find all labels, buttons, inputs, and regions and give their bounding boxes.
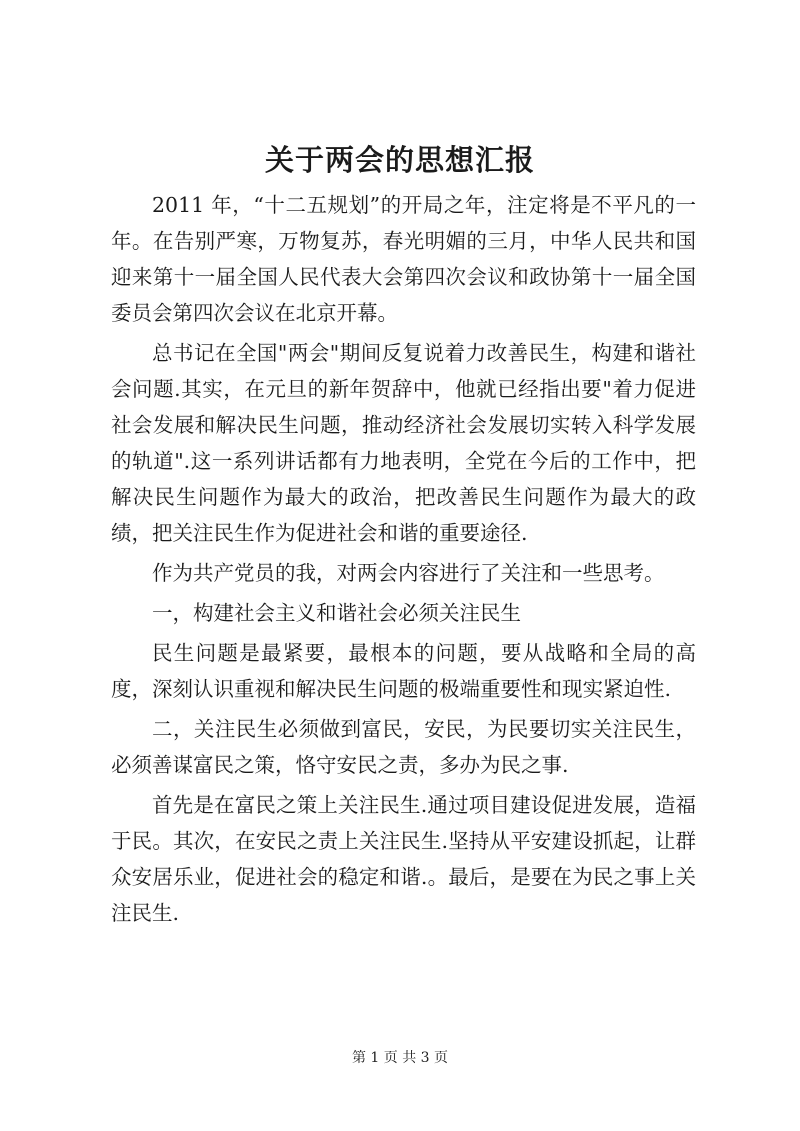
paragraph: 总书记在全国"两会"期间反复说着力改善民生，构建和谐社会问题.其实，在元旦的新年贺辞中，他就已经指出要"着力促进社会发展和解决民生问题，推动经济社会发展切实转入科学发展的轨道".这一系列讲话都有力地表明，全党在今后的工作中，把解决民生问题作为最大的政治，把改善民生问题作为最大的政绩，把关注民生作为促进社会和谐的重要途径.	[111, 341, 696, 545]
paragraph: 民生问题是最紧要，最根本的问题，要从战略和全局的高度，深刻认识重视和解决民生问题的极端重要性和现实紧迫性.	[111, 641, 696, 701]
document-body	[111, 187, 696, 935]
paragraph: 作为共产党员的我，对两会内容进行了关注和一些思考。	[152, 561, 665, 585]
section-heading: 二，关注民生必须做到富民，安民，为民要切实关注民生，必须善谋富民之策，恪守安民之责，多办为民之事.	[111, 717, 696, 777]
section-heading: 一，构建社会主义和谐社会必须关注民生	[152, 601, 521, 625]
page-title: 关于两会的思想汇报	[264, 143, 535, 177]
paragraph: 2011 年，“十二五规划”的开局之年，注定将是不平凡的一年。在告别严寒，万物复苏，春光明媚的三月，中华人民共和国迎来第十一届全国人民代表大会第四次会议和政协第十一届全国委员会第四次会议在北京开幕。	[111, 193, 696, 325]
paragraph: 首先是在富民之策上关注民生.通过项目建设促进发展，造福于民。其次，在安民之责上关注民生.坚持从平安建设抓起，让群众安居乐业，促进社会的稳定和谐.。最后，是要在为民之事上关注民生.	[111, 793, 696, 925]
page-footer: 第 1 页 共 3 页	[351, 1050, 449, 1066]
